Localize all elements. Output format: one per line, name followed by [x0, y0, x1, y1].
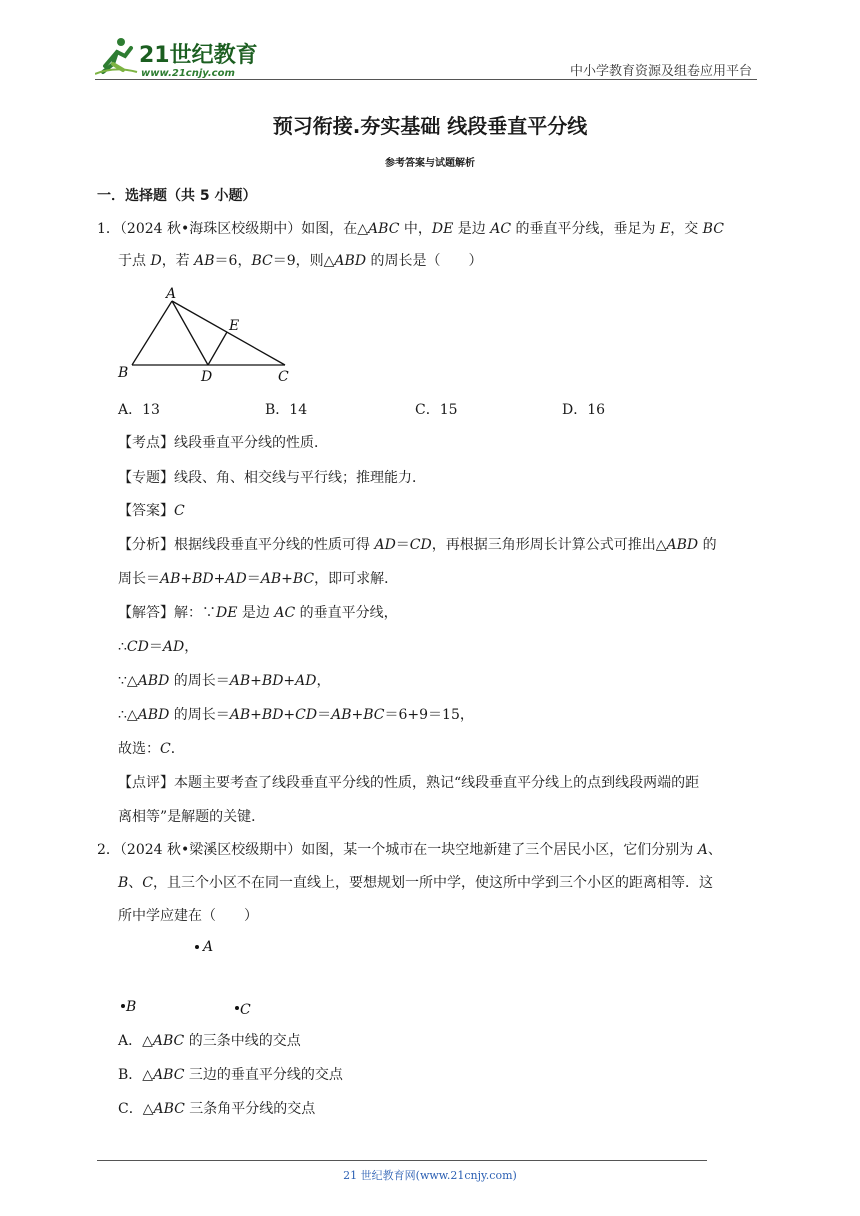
- q1-dianping-line1: 【点评】本题主要考查了线段垂直平分线的性质，熟记“线段垂直平分线上的点到线段两端的距: [118, 775, 700, 791]
- q1-step3: ∵△ABD 的周长＝AB+BD+AD，: [118, 673, 331, 689]
- q1-zhuanti: 【专题】线段、角、相交线与平行线；推理能力．: [118, 470, 426, 486]
- footer-link[interactable]: 21 世纪教育网(www.21cnjy.com): [343, 1169, 517, 1182]
- platform-name: 中小学教育资源及组卷应用平台: [569, 64, 752, 79]
- q1-stem-line1: 1．（2024 秋•海珠区校级期中）如图，在△ABC 中，DE 是边 AC 的垂直平分线，垂足为 E，交 BC: [97, 221, 724, 237]
- q2-option-c: C．△ABC 三条角平分线的交点: [118, 1101, 316, 1117]
- point-B: [121, 1004, 125, 1008]
- footer-divider: [97, 1160, 707, 1161]
- q1-option-c: C．15: [415, 402, 458, 418]
- label-C: C: [240, 1002, 251, 1018]
- site-logo: [95, 36, 270, 80]
- page-subtitle: 参考答案与试题解析: [385, 158, 475, 169]
- q1-kaodian: 【考点】线段垂直平分线的性质．: [118, 435, 328, 451]
- label-A: A: [203, 939, 214, 955]
- header-divider: [95, 79, 757, 80]
- q2-stem-line2: B、C，且三个小区不在同一直线上，要想规划一所中学，使这所中学到三个小区的距离相等．这: [118, 875, 714, 891]
- point-C: [235, 1006, 239, 1010]
- point-A: [195, 945, 199, 949]
- q1-step5: 故选：C．: [118, 741, 185, 757]
- label-D: D: [201, 369, 213, 385]
- label-B: B: [126, 999, 137, 1015]
- q2-stem-line1: 2．（2024 秋•梁溪区校级期中）如图，某一个城市在一块空地新建了三个居民小区，它们分别为 A、: [97, 842, 722, 858]
- q1-dianping-line2: 离相等”是解题的关键．: [118, 809, 266, 825]
- q1-step4: ∴△ABD 的周长＝AB+BD+CD＝AB+BC＝6+9＝15，: [118, 707, 474, 723]
- q1-fenxi-line1: 【分析】根据线段垂直平分线的性质可得 AD＝CD，再根据三角形周长计算公式可推出△ABD 的: [118, 537, 717, 553]
- label-A: A: [166, 286, 177, 302]
- q1-stem-line2: 于点 D，若 AB＝6，BC＝9，则△ABD 的周长是（ ）: [118, 253, 483, 269]
- label-B: B: [118, 365, 129, 381]
- q1-answer: 【答案】C: [118, 503, 185, 519]
- svg-text:www.21cnjy.com: www.21cnjy.com: [141, 68, 235, 79]
- q2-stem-line3: 所中学应建在（ ）: [118, 908, 258, 924]
- label-C: C: [278, 369, 289, 385]
- q1-option-a: A．13: [118, 402, 160, 418]
- q1-option-b: B．14: [265, 402, 308, 418]
- q2-option-a: A．△ABC 的三条中线的交点: [118, 1033, 301, 1049]
- q1-triangle-figure: [110, 282, 305, 387]
- q1-step2: ∴CD＝AD，: [118, 639, 199, 655]
- section-heading: 一．选择题（共 5 小题）: [97, 188, 257, 204]
- svg-text:21世纪教育: 21世纪教育: [139, 43, 258, 68]
- q2-points-figure: [115, 930, 275, 1020]
- runner-logo-icon: [95, 38, 137, 74]
- q1-option-d: D．16: [562, 402, 606, 418]
- page-title: 预习衔接.夯实基础 线段垂直平分线: [272, 114, 588, 138]
- label-E: E: [229, 318, 240, 334]
- q1-fenxi-line2: 周长＝AB+BD+AD＝AB+BC，即可求解．: [118, 571, 399, 587]
- q2-option-b: B．△ABC 三边的垂直平分线的交点: [118, 1067, 343, 1083]
- q1-jieda-line1: 【解答】解：∵DE 是边 AC 的垂直平分线，: [118, 605, 398, 621]
